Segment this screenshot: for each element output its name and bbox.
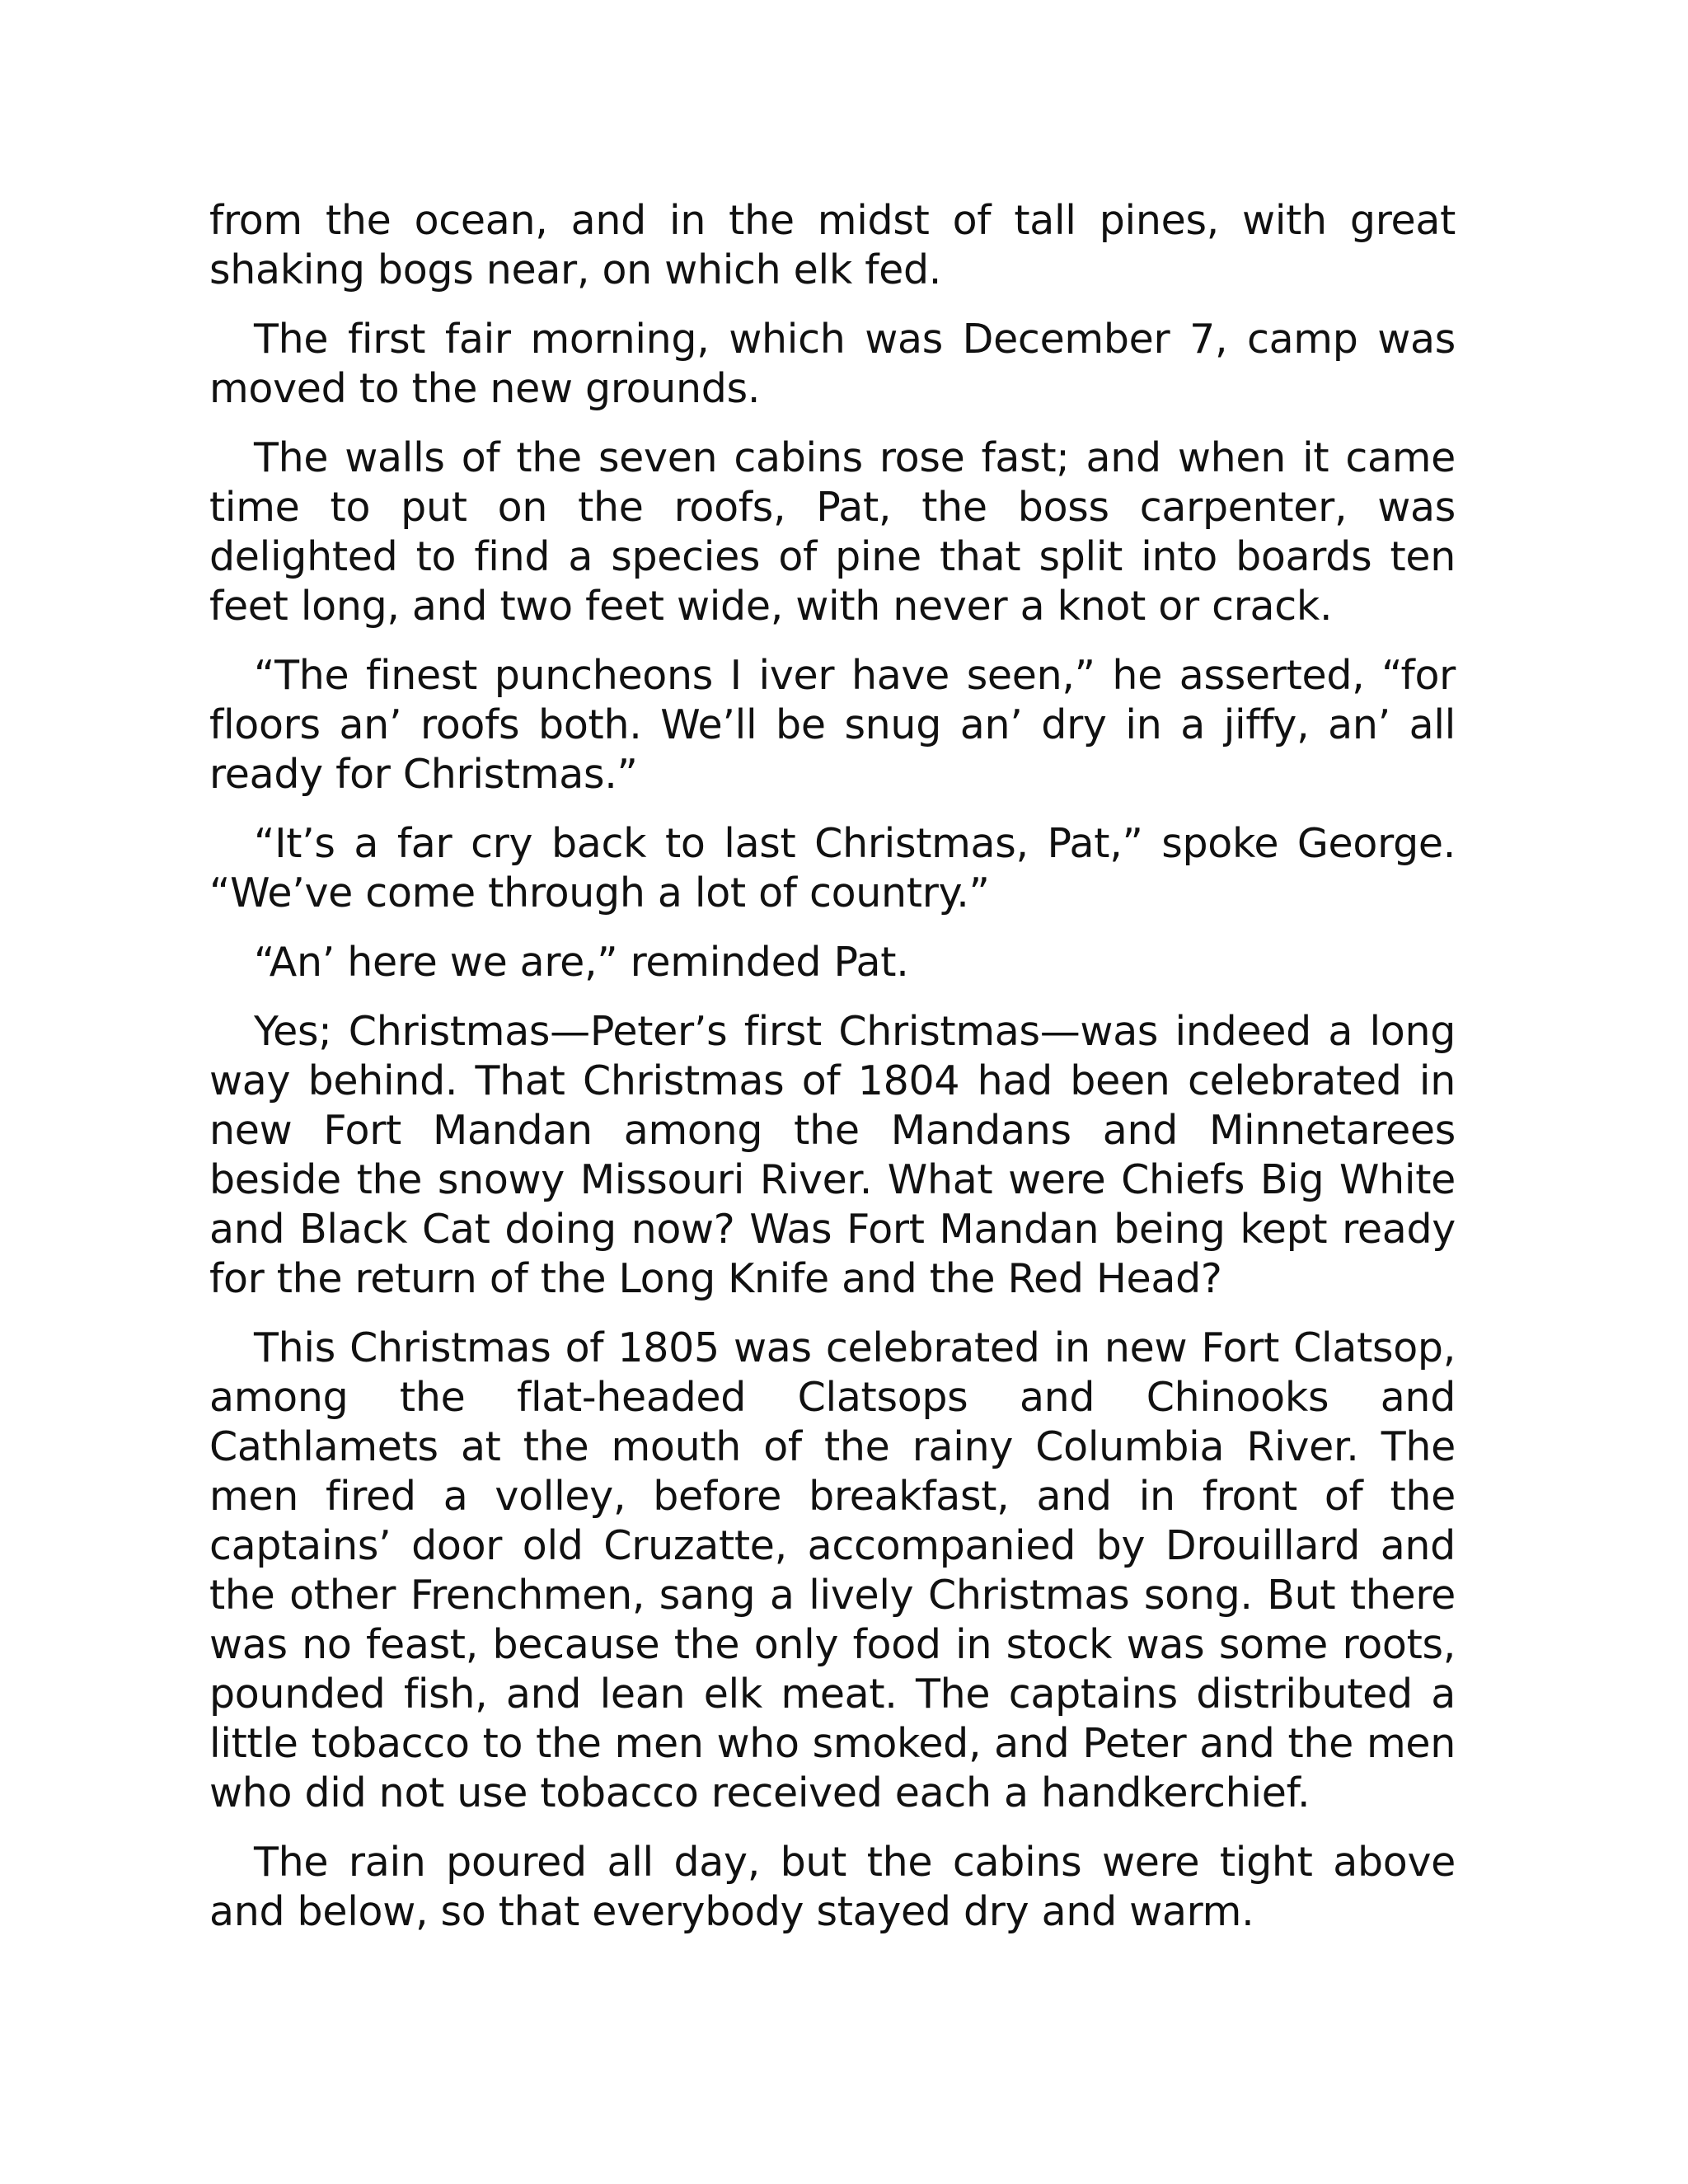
paragraph-pat-reminder: “An’ here we are,” reminded Pat. bbox=[254, 939, 909, 986]
paragraph-george-remark: “It’s a far cry back to last Christmas, Pat,” spoke George. “We’ve come through a lot of country.” bbox=[209, 820, 1456, 916]
paragraph-camp-moved: The first fair morning, which was December 7, camp was moved to the new grounds. bbox=[209, 316, 1456, 412]
paragraph-christmas-1805: This Christmas of 1805 was celebrated in new Fort Clatsop, among the flat-headed Clatsops and Chinooks and Cathlamets at the mouth of the rainy Columbia River. The men fired a volley, before breakfast, and in front of the captains’ door old Cruzatte, accompanied by Drouillard and the other Frenchmen, sang a lively Christmas song. But there was no feast, because the only food in stock was some roots, pounded fish, and lean elk meat. The captains distributed a little tobacco to the men who smoked, and Peter and the men who did not use tobacco received each a handkerchief. bbox=[209, 1324, 1456, 1816]
paragraph-continued: from the ocean, and in the midst of tall pines, with great shaking bogs near, on which elk fed. bbox=[209, 197, 1456, 293]
paragraph-rain: The rain poured all day, but the cabins were tight above and below, so that everybody stayed dry and warm. bbox=[209, 1839, 1456, 1935]
paragraph-cabin-walls: The walls of the seven cabins rose fast; and when it came time to put on the roofs, Pat, the boss carpenter, was delighted to find a species of pine that split into boards ten feet long, and two feet wide, with never a knot or crack. bbox=[209, 434, 1456, 630]
book-page-text bbox=[209, 196, 1456, 1957]
paragraph-christmas-1804: Yes; Christmas—Peter’s first Christmas—was indeed a long way behind. That Christmas of 1804 had been celebrated in new Fort Mandan among the Mandans and Minnetarees beside the snowy Missouri River. What were Chiefs Big White and Black Cat doing now? Was Fort Mandan being kept ready for the return of the Long Knife and the Red Head? bbox=[209, 1008, 1456, 1302]
paragraph-pat-puncheons: “The finest puncheons I iver have seen,” he asserted, “for floors an’ roofs both. We’ll be snug an’ dry in a jiffy, an’ all ready for Christmas.” bbox=[209, 652, 1456, 798]
